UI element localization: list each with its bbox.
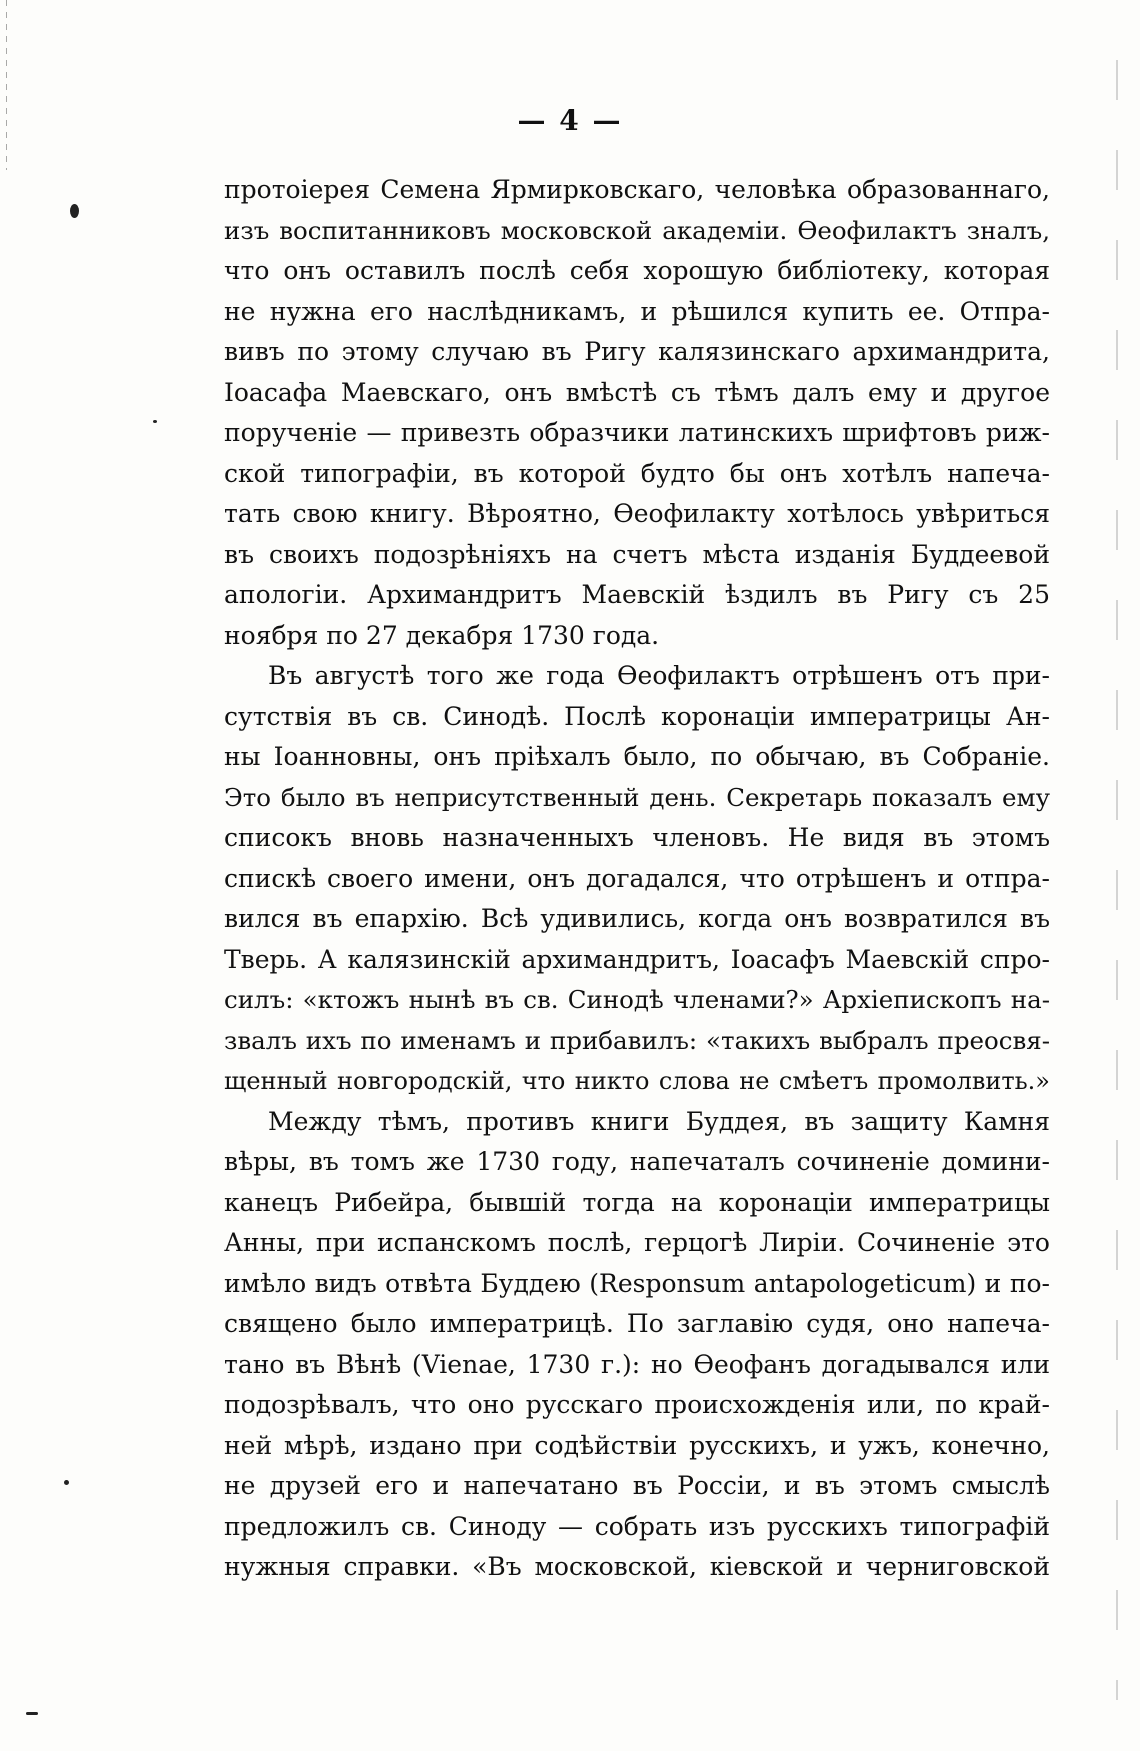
text-line: изъ воспитанниковъ московской академіи. Ѳеофилактъ зналъ, (224, 215, 1050, 245)
body-text (224, 170, 1050, 1588)
text-line: вивъ по этому случаю въ Ригу калязинскаго архимандрита, (224, 337, 1050, 366)
text-line: имѣло видъ отвѣта Буддею (Responsum antapologeticum) и по- (224, 1268, 1050, 1298)
text-line: Между тѣмъ, противъ книги Буддея, въ защиту Камня (268, 1106, 1050, 1136)
text-line: Тверь. А калязинскій архимандритъ, Іоасафъ Маевскій спро- (224, 944, 1050, 974)
scan-edge-left (6, 0, 7, 170)
ink-speck (153, 420, 157, 423)
text-line: не друзей его и напечатано въ Россіи, и въ этомъ смыслѣ (224, 1471, 1050, 1500)
text-line: Анны, при испанскомъ послѣ, герцогѣ Лиріи. Сочиненіе это (224, 1228, 1050, 1257)
scan-edge-right (1116, 60, 1118, 1700)
page-number: — 4 — (517, 104, 623, 137)
ink-speck (26, 1712, 38, 1715)
ink-speck (70, 204, 79, 218)
text-line: ноября по 27 декабря 1730 года. (224, 620, 660, 650)
text-line: подозрѣвалъ, что оно русскаго происхожденія или, по край- (224, 1390, 1050, 1419)
text-line: въ своихъ подозрѣніяхъ на счетъ мѣста изданія Буддеевой (224, 539, 1050, 569)
text-line: что онъ оставилъ послѣ себя хорошую библіотеку, которая (224, 256, 1050, 285)
text-line: ней мѣрѣ, издано при содѣйствіи русскихъ, и ужъ, конечно, (224, 1430, 1050, 1460)
text-line: протоіерея Семена Ярмирковскаго, человѣка образованнаго, (224, 175, 1050, 204)
text-line: тать свою книгу. Вѣроятно, Ѳеофилакту хотѣлось увѣриться (224, 499, 1050, 528)
text-line: списокъ вновь назначенныхъ членовъ. Не видя въ этомъ (224, 823, 1050, 852)
text-line: священо было императрицѣ. По заглавію судя, оно напеча- (224, 1309, 1050, 1338)
text-line: порученіе — привезть образчики латинскихъ шрифтовъ риж- (224, 418, 1050, 447)
text-line: ны Іоанновны, онъ пріѣхалъ было, по обычаю, въ Собраніе. (224, 742, 1050, 771)
text-line: сутствія въ св. Синодѣ. Послѣ коронаціи императрицы Ан- (224, 701, 1050, 731)
text-line: вился въ епархію. Всѣ удивились, когда онъ возвратился въ (224, 904, 1050, 933)
text-line: вѣры, въ томъ же 1730 году, напечаталъ сочиненіе домини- (224, 1147, 1050, 1176)
text-line: ской типографіи, въ которой будто бы онъ хотѣлъ напеча- (224, 458, 1050, 488)
text-line: нужныя справки. «Въ московской, кіевской и черниговской (224, 1552, 1050, 1581)
text-line: апологіи. Архимандритъ Маевскій ѣздилъ въ Ригу съ 25 (224, 580, 1050, 609)
text-line: Іоасафа Маевскаго, онъ вмѣстѣ съ тѣмъ далъ ему и другое (224, 377, 1050, 407)
ink-speck (64, 1480, 69, 1485)
text-line: Это было въ неприсутственный день. Секретарь показалъ ему (224, 782, 1050, 812)
text-line: предложилъ св. Синоду — собрать изъ русскихъ типографій (224, 1511, 1050, 1541)
text-line: щенный новгородскій, что никто слова не смѣетъ промолвить.» (224, 1067, 1050, 1095)
text-line: тано въ Вѣнѣ (Vienae, 1730 г.): но Ѳеофанъ догадывался или (224, 1349, 1050, 1379)
text-line: спискѣ своего имени, онъ догадался, что отрѣшенъ и отпра- (224, 863, 1050, 893)
text-line: звалъ ихъ по именамъ и прибавилъ: «такихъ выбралъ преосвя- (224, 1025, 1050, 1055)
text-line: Въ августѣ того же года Ѳеофилактъ отрѣшенъ отъ при- (268, 661, 1050, 690)
text-line: не нужна его наслѣдникамъ, и рѣшился купить ее. Отпра- (224, 296, 1050, 326)
text-line: канецъ Рибейра, бывшій тогда на коронаціи императрицы (224, 1187, 1050, 1217)
text-line: силъ: «ктожъ нынѣ въ св. Синодѣ членами?» Архіепископъ на- (224, 985, 1050, 1014)
